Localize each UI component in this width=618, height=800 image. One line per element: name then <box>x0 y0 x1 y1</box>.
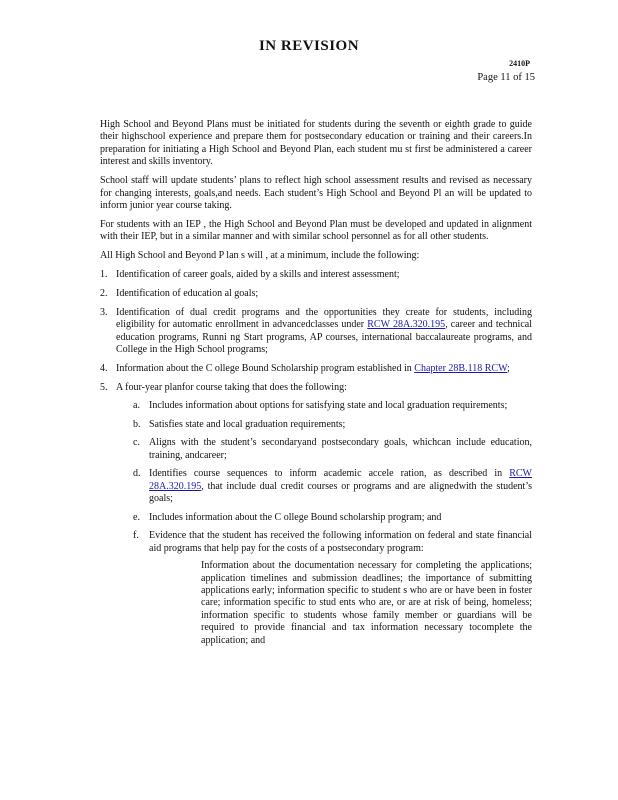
bullet-list <box>149 560 532 647</box>
sub-list <box>116 400 532 647</box>
sub-item-letter: b. <box>133 418 141 430</box>
item-text: A four-year planfor course taking that does the following: <box>116 381 347 393</box>
document-body <box>100 119 532 653</box>
policy-code: 2410P <box>509 59 530 68</box>
sub-list-item <box>116 419 532 431</box>
list-item <box>100 288 532 300</box>
sub-item-text: Includes information about options for satisfying state and local graduation requirements; <box>149 400 508 412</box>
list-item <box>100 382 532 647</box>
sub-list-item <box>116 468 532 505</box>
item-text: Identification of education al goals; <box>116 288 259 300</box>
requirements-list <box>100 269 532 647</box>
sub-item-text: Includes information about the C ollege Bound scholarship program; and <box>149 511 442 523</box>
rcw-link[interactable]: RCW 28A.320.195 <box>367 319 446 331</box>
item-text: Information about the C ollege Bound Scholarship program established in <box>116 363 415 375</box>
sub-list-item <box>116 400 532 412</box>
sub-list-item <box>116 437 532 462</box>
chapter-link[interactable]: Chapter 28B.118 RCW <box>414 363 508 375</box>
paragraph-plan-contents: All High School and Beyond P lan s will , at a minimum, include the following: <box>100 250 420 262</box>
bullet-item <box>149 560 532 647</box>
item-text: ; <box>507 363 510 375</box>
item-number: 3. <box>100 307 108 319</box>
sub-item-letter: e. <box>133 511 140 523</box>
list-item <box>100 363 532 375</box>
item-number: 5. <box>100 381 108 393</box>
item-text: Identification of dual credit programs and the opportunities they create for students, including eligibility for automatic enrollment in advancedclasses under <box>116 307 532 331</box>
sub-item-letter: c. <box>133 437 140 449</box>
paragraph-plan-updates: School staff will update students’ plans to reflect high school assessment results and revised as necessary for changing interests, goals,and needs. Each student’s High School and Beyond Pl an will be updated to inform junior year course taking. <box>100 175 532 212</box>
item-text: Identification of career goals, aided by a skills and interest assessment; <box>116 269 400 281</box>
sub-item-text: Satisfies state and local graduation requirements; <box>149 418 346 430</box>
page-number: Page 11 of 15 <box>477 72 535 83</box>
list-item <box>100 307 532 357</box>
item-number: 4. <box>100 363 108 375</box>
sub-item-text: Identifies course sequences to inform academic accele ration, as described in <box>149 468 510 480</box>
bullet-text: Information about the documentation necessary for completing the applications; application timelines and submission deadlines; the importance of submitting applications early; information specific to student s who are or have been in foster care; information specific to stud ents who are, or are at risk of being, homeless; information specific to students whose family member or guardians will be required to provide financial and tax information necessary tocomplete the application; and <box>201 560 532 646</box>
sub-item-letter: f. <box>133 530 139 542</box>
paragraph-iep-students: For students with an IEP , the High School and Beyond Plan must be developed and updated in alignment with their IEP, but in a similar manner and with similar school personnel as for all other students. <box>100 219 532 243</box>
item-text: , career and technical education programs, Runni ng Start programs, AP courses, international baccalaureate programs, and College in the High School programs; <box>116 319 532 356</box>
sub-item-text: Evidence that the student has received the following information on federal and state financial aid programs that help pay for the costs of a postsecondary program: <box>149 530 532 554</box>
sub-item-letter: a. <box>133 400 140 412</box>
item-number: 2. <box>100 288 108 300</box>
sub-item-text: , that include dual credit courses or programs and are alignedwith the student’s goals; <box>149 480 532 505</box>
sub-list-item <box>116 530 532 647</box>
item-number: 1. <box>100 269 108 281</box>
rcw-link[interactable]: RCW 28A.320.195 <box>149 468 532 492</box>
sub-item-text: Aligns with the student’s secondaryand postsecondary goals, whichcan include education, training, andcareer; <box>149 437 532 461</box>
revision-heading: IN REVISION <box>258 38 360 54</box>
sub-item-letter: d. <box>133 468 141 480</box>
list-item <box>100 269 532 281</box>
paragraph-plan-initiation: High School and Beyond Plans must be initiated for students during the seventh or eighth grade to guide their highschool experience and prepare them for postsecondary education or training and their careers.In preparation for initiating a High School and Beyond Plan, each student mu st first be administered a career interest and skills inventory. <box>100 119 532 168</box>
sub-list-item <box>116 512 532 524</box>
